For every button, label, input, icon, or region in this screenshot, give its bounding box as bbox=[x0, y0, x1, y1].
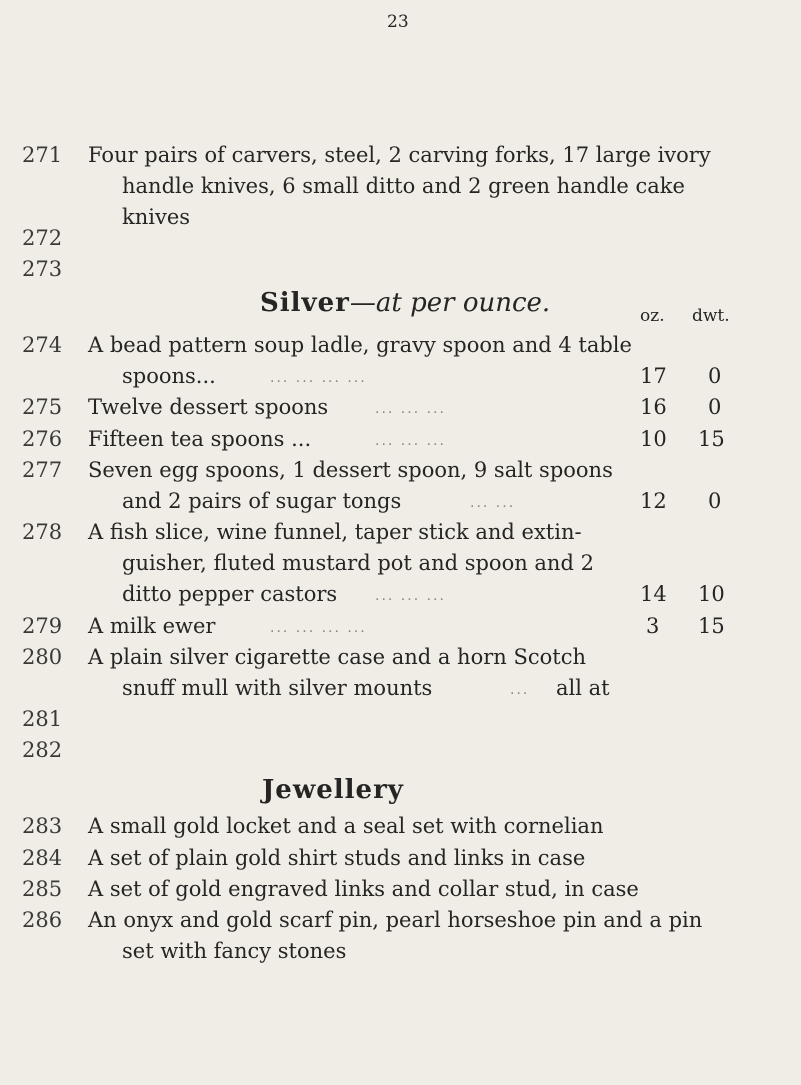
jewellery-heading-title: Jewellery bbox=[262, 775, 404, 805]
lot-number: 277 bbox=[22, 458, 63, 482]
weight-dwt: 0 bbox=[708, 489, 722, 513]
column-header-oz: oz. bbox=[640, 306, 665, 326]
lot-number: 285 bbox=[22, 877, 63, 901]
lot-description: A bead pattern soup ladle, gravy spoon and 4 table bbox=[88, 333, 632, 357]
leader-dots: ... ... bbox=[470, 495, 516, 511]
leader-dots: ... ... ... bbox=[375, 433, 446, 449]
lot-number: 284 bbox=[22, 846, 63, 870]
weight-dwt: 0 bbox=[708, 364, 722, 388]
leader-dots: ... ... ... bbox=[375, 401, 446, 417]
lot-number: 283 bbox=[22, 814, 63, 838]
lot-description: A small gold locket and a seal set with cornelian bbox=[88, 814, 604, 838]
lot-number: 271 bbox=[22, 143, 63, 167]
weight-oz: 16 bbox=[640, 395, 667, 419]
weight-oz: 10 bbox=[640, 427, 667, 451]
lot-description: A set of plain gold shirt studs and links in case bbox=[88, 846, 586, 870]
weight-dwt: 0 bbox=[708, 395, 722, 419]
lot-number: 274 bbox=[22, 333, 63, 357]
lot-description: A plain silver cigarette case and a horn Scotch bbox=[88, 645, 586, 669]
section-heading-jewellery bbox=[262, 775, 404, 805]
page-number: 23 bbox=[387, 12, 409, 32]
lot-description: knives bbox=[122, 205, 191, 229]
weight-oz: 3 bbox=[646, 614, 660, 638]
lot-number: 273 bbox=[22, 257, 63, 281]
lot-description: ditto pepper castors bbox=[122, 582, 338, 606]
lot-description: Seven egg spoons, 1 dessert spoon, 9 salt spoons bbox=[88, 458, 613, 482]
lot-number: 280 bbox=[22, 645, 63, 669]
lot-number: 272 bbox=[22, 226, 63, 250]
lot-number: 278 bbox=[22, 520, 63, 544]
lot-description: all at bbox=[556, 676, 610, 700]
column-header-dwt: dwt. bbox=[692, 306, 730, 326]
lot-description: spoons... bbox=[122, 364, 216, 388]
lot-description: Fifteen tea spoons ... bbox=[88, 427, 312, 451]
lot-number: 276 bbox=[22, 427, 63, 451]
lot-description: A milk ewer bbox=[88, 614, 216, 638]
lot-number: 282 bbox=[22, 738, 63, 762]
leader-dots: ... ... ... ... bbox=[270, 620, 367, 636]
lot-description: A fish slice, wine funnel, taper stick and extin- bbox=[88, 520, 582, 544]
leader-dots: ... ... ... ... bbox=[270, 370, 367, 386]
lot-description: and 2 pairs of sugar tongs bbox=[122, 489, 402, 513]
lot-description: A set of gold engraved links and collar stud, in case bbox=[88, 877, 639, 901]
lot-number: 275 bbox=[22, 395, 63, 419]
leader-dots: ... ... ... bbox=[375, 588, 446, 604]
lot-number: 279 bbox=[22, 614, 63, 638]
lot-description: set with fancy stones bbox=[122, 939, 347, 963]
weight-dwt: 10 bbox=[698, 582, 725, 606]
weight-oz: 17 bbox=[640, 364, 667, 388]
lot-number: 281 bbox=[22, 707, 63, 731]
weight-oz: 12 bbox=[640, 489, 667, 513]
weight-dwt: 15 bbox=[698, 427, 725, 451]
leader-dots: ... bbox=[510, 682, 530, 698]
lot-description: An onyx and gold scarf pin, pearl horseshoe pin and a pin bbox=[88, 908, 703, 932]
lot-description: snuff mull with silver mounts bbox=[122, 676, 433, 700]
lot-number: 286 bbox=[22, 908, 63, 932]
lot-description: handle knives, 6 small ditto and 2 green handle cake bbox=[122, 174, 685, 198]
section-heading-silver bbox=[260, 288, 550, 318]
lot-description: Four pairs of carvers, steel, 2 carving forks, 17 large ivory bbox=[88, 143, 711, 167]
lot-description: Twelve dessert spoons bbox=[88, 395, 329, 419]
lot-description: guisher, fluted mustard pot and spoon and 2 bbox=[122, 551, 594, 575]
weight-dwt: 15 bbox=[698, 614, 725, 638]
weight-oz: 14 bbox=[640, 582, 667, 606]
silver-heading-subtitle: —at per ounce. bbox=[349, 288, 551, 318]
silver-heading-title: Silver bbox=[260, 288, 350, 318]
